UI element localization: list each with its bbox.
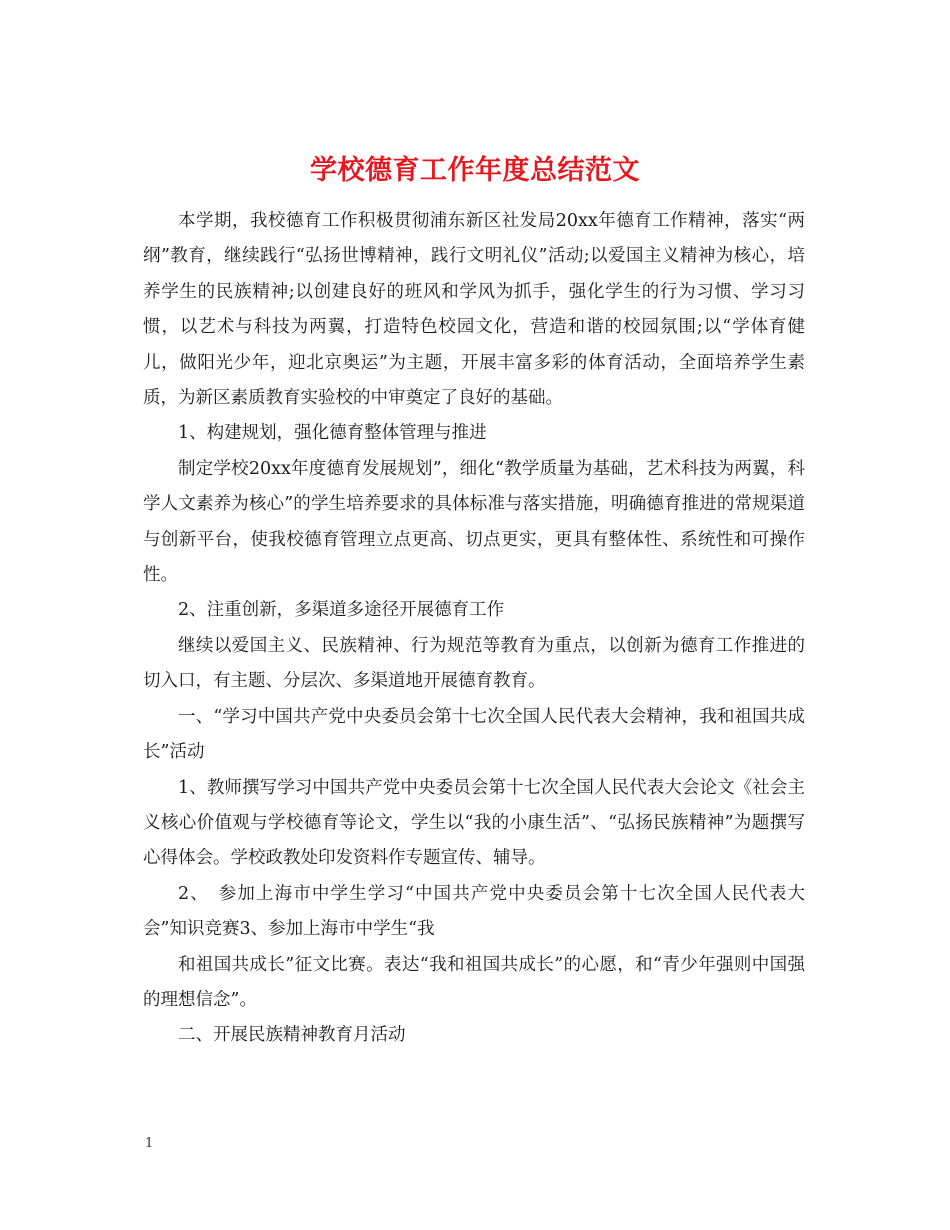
paragraph-intro: 本学期，我校德育工作积极贯彻浦东新区社发局20xx年德育工作精神，落实“两纲”教育，继续践行“弘扬世博精神，践行文明礼仪”活动;以爱国主义精神为核心，培养学生的民族精神;以创建良好的班风和学风为抓手，强化学生的行为习惯、学习习惯，以艺术与科技为两翼，打造特色校园文化，营造和谐的校园氛围;以“学体育健儿，做阳光少年，迎北京奥运”为主题，开展丰富多彩的体育活动，全面培养学生素质，为新区素质教育实验校的中审奠定了良好的基础。 <box>143 211 805 409</box>
paragraph-essay: 和祖国共成长”征文比赛。表达“我和祖国共成长”的心愿，和“青少年强则中国强的理想信念”。 <box>143 954 805 1010</box>
paragraph-planning: 制定学校20xx年度德育发展规划”，细化“教学质量为基础，艺术科技为两翼，科学人文素养为核心”的学生培养要求的具体标准与落实措施，明确德育推进的常规渠道与创新平台，使我校德育管理立点更高、切点更实，更具有整体性、系统性和可操作性。 <box>143 458 805 586</box>
document-body <box>143 204 805 1054</box>
subsection-heading-2: 二、开展民族精神教育月活动 <box>178 1025 406 1046</box>
page-title: 学校德育工作年度总结范文 <box>310 155 640 187</box>
section-heading-2: 2、注重创新，多渠道多途径开展德育工作 <box>178 600 505 621</box>
paragraph-innovation: 继续以爱国主义、民族精神、行为规范等教育为重点，以创新为德育工作推进的切入口，有主题、分层次、多渠道地开展德育教育。 <box>143 635 805 692</box>
section-heading-1: 1、构建规划，强化德育整体管理与推进 <box>178 423 487 444</box>
paragraph-competition: 2、 参加上海市中学生学习“中国共产党中央委员会第十七次全国人民代表大会”知识竞赛3、参加上海市中学生“我 <box>143 883 805 940</box>
page-number: 1 <box>145 1136 154 1151</box>
paragraph-teachers: 1、教师撰写学习中国共产党中央委员会第十七次全国人民代表大会论文《社会主义核心价值观与学校德育等论文，学生以“我的小康生活”、“弘扬民族精神”为题撰写心得体会。学校政教处印发资料作专题宣传、辅导。 <box>143 777 805 869</box>
subsection-heading-1: 一、“学习中国共产党中央委员会第十七次全国人民代表大会精神，我和祖国共成长”活动 <box>143 706 805 763</box>
